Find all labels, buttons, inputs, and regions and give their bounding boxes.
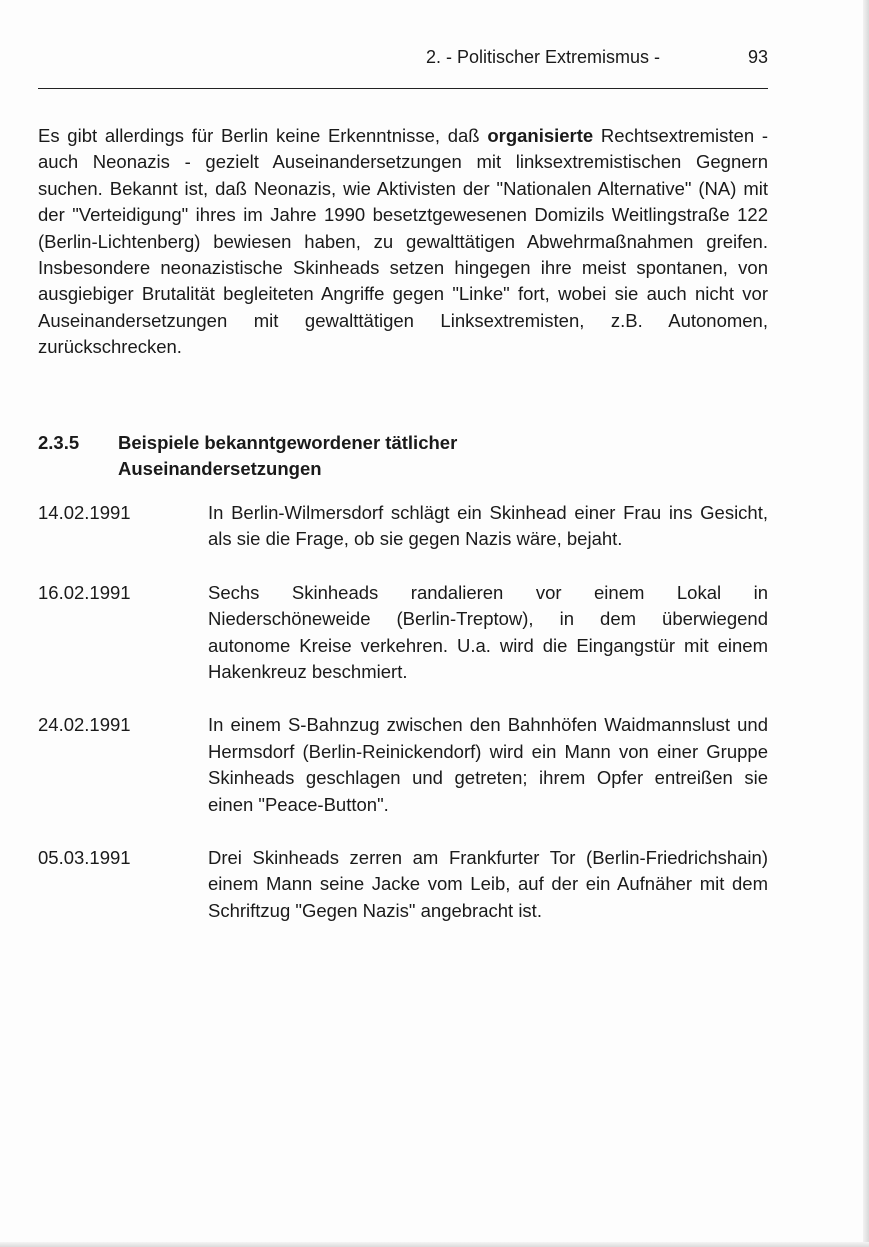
event-item [38, 580, 768, 686]
event-list [38, 500, 768, 951]
section-number: 2.3.5 [38, 432, 80, 453]
event-item [38, 500, 768, 553]
page-header [38, 47, 768, 71]
header-rule [38, 88, 768, 89]
event-date: 24.02.1991 [38, 714, 131, 736]
event-date: 16.02.1991 [38, 581, 131, 603]
intro-bold-word: organisierte [487, 125, 594, 146]
intro-text-part1: Es gibt allerdings für Berlin keine Erkenntnisse, daß [38, 125, 488, 146]
event-description: In Berlin-Wilmersdorf schlägt ein Skinhead einer Frau ins Gesicht, als sie die Frage, ob sie gegen Nazis wäre, bejaht. [208, 502, 768, 550]
event-description: In einem S-Bahnzug zwischen den Bahnhöfen Waidmannslust und Hermsdorf (Berlin-Reinickendorf) wird ein Mann von einer Gruppe Skinheads geschlagen und getreten; ihrem Opfer entreißen sie einen "Peace-Button". [208, 714, 768, 815]
page-bottom-shadow [0, 1242, 869, 1247]
event-item [38, 712, 768, 818]
intro-paragraph [38, 123, 768, 361]
event-date: 05.03.1991 [38, 847, 131, 869]
event-item [38, 845, 768, 924]
page-edge-shadow [863, 0, 869, 1247]
event-description: Sechs Skinheads randalieren vor einem Lokal in Niederschöneweide (Berlin-Treptow), in dem überwiegend autonome Kreise verkehren. U.a. wird die Eingangstür mit einem Hakenkreuz beschmiert. [208, 581, 768, 683]
section-title: Beispiele bekanntgewordener tätlicher Auseinandersetzungen [118, 432, 458, 479]
intro-text-part2: Rechtsextremisten - auch Neonazis - gezielt Auseinandersetzungen mit linksextremistischen Gegnern suchen. Bekannt ist, daß Neonazis, wie Aktivisten der "Nationalen Alternative" (NA) mit der "Verteidigung" ihres im Jahre 1990 besetztgewesenen Domizils Weitlingstraße 122 (Berlin-Lichtenberg) bewiesen haben, zu gewalttätigen Abwehrmaßnahmen greifen. Insbesondere neonazistische Skinheads setzen hingegen ihre meist spontanen, von ausgiebiger Brutalität begleiteten Angriffe gegen "Linke" fort, wobei sie auch nicht vor Auseinandersetzungen mit gewalttätigen Linksextremisten, z.B. Autonomen, zurückschrecken. [38, 125, 768, 358]
event-date: 14.02.1991 [38, 502, 131, 523]
running-title: 2. - Politischer Extremismus - [425, 47, 660, 67]
page-number: 93 [747, 47, 768, 67]
event-description: Drei Skinheads zerren am Frankfurter Tor (Berlin-Friedrichshain) einem Mann seine Jacke vom Leib, auf der ein Aufnäher mit dem Schriftzug "Gegen Nazis" angebracht ist. [208, 847, 768, 921]
